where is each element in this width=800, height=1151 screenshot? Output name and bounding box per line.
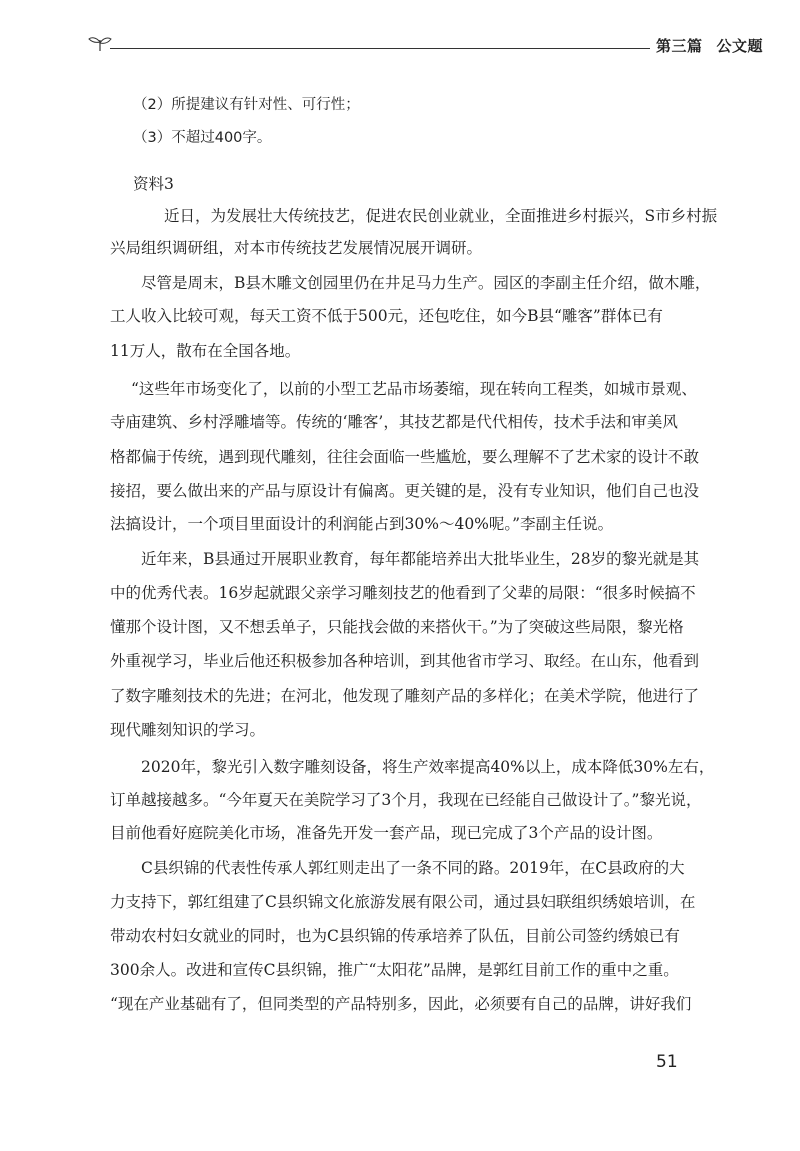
- header-rule: [110, 48, 650, 49]
- text-line: 法搞设计，一个项目里面设计的利润能占到30%～40%呢。”李副主任说。: [110, 515, 614, 533]
- running-header: [88, 30, 764, 60]
- header-label: [656, 35, 763, 56]
- text-line: 外重视学习，毕业后他还积极参加各种培训，到其他省市学习、取经。在山东，他看到: [110, 652, 700, 670]
- text-line: 格都偏于传统，遇到现代雕刻，往往会面临一些尴尬，要么理解不了艺术家的设计不敢: [110, 448, 700, 466]
- paragraph-intro: [133, 206, 717, 226]
- text-line: 尽管是周末，B县木雕文创园里仍在井足马力生产。园区的李副主任介绍，做木雕，: [141, 274, 711, 292]
- text-line: 近日，为发展壮大传统技艺，促进农民创业就业，全面推进乡村振兴，S市乡村振: [164, 207, 718, 225]
- text-line: 带动农村妇女就业的同时，也为C县织锦的传承培养了队伍，目前公司签约绣娘已有: [110, 927, 680, 945]
- text-line: 力支持下，郭红组建了C县织锦文化旅游发展有限公司，通过县妇联组织绣娘培训，在: [110, 893, 696, 911]
- text-line: 300余人。改进和宣传C县织锦，推广“太阳花”品牌，是郭红目前工作的重中之重。: [110, 961, 679, 979]
- requirement-item: （2）所提建议有针对性、可行性；: [133, 97, 360, 113]
- text-line: 订单越接越多。“今年夏天在美院学习了3个月，我现在已经能自己做设计了。”黎光说，: [110, 791, 702, 809]
- text-line: 工人收入比较可观，每天工资不低于500元，还包吃住，如今B县“雕客”群体已有: [110, 307, 663, 325]
- text-line: “这些年市场变化了，以前的小型工艺品市场萎缩，现在转向工程类，如城市景观、: [131, 380, 697, 398]
- header-section: 公文题: [716, 37, 764, 55]
- text-line: “现在产业基础有了，但同类型的产品特别多，因此，必须要有自己的品牌，讲好我们: [110, 995, 692, 1013]
- text-line: 兴局组织调研组，对本市传统技艺发展情况展开调研。: [110, 239, 483, 257]
- text-line: 接招，要么做出来的产品与原设计有偏离。更关键的是，没有专业知识，他们自己也没: [110, 482, 700, 500]
- text-line: 中的优秀代表。16岁起就跟父亲学习雕刻技艺的他看到了父辈的局限：“很多时候搞不: [110, 584, 696, 602]
- sprout-icon: [88, 34, 112, 52]
- text-line: C县织锦的代表性传承人郭红则走出了一条不同的路。2019年，在C县政府的大: [141, 859, 685, 877]
- text-line: 懂那个设计图，又不想丢单子，只能找会做的来搭伙干。”为了突破这些局限，黎光格: [110, 618, 684, 636]
- requirement-item: （3）不超过400字。: [133, 130, 272, 146]
- text-line: 现代雕刻知识的学习。: [110, 721, 266, 739]
- page-number: 51: [656, 1052, 678, 1072]
- text-line: 11万人，散布在全国各地。: [110, 342, 301, 360]
- header-part: 第三篇: [656, 37, 703, 55]
- material-title: 资料3: [133, 175, 174, 193]
- text-line: 2020年，黎光引入数字雕刻设备，将生产效率提高40%以上，成本降低30%左右，: [141, 758, 715, 776]
- text-line: 近年来，B县通过开展职业教育，每年都能培养出大批毕业生，28岁的黎光就是其: [141, 550, 700, 568]
- text-line: 目前他看好庭院美化市场，准备先开发一套产品，现已完成了3个产品的设计图。: [110, 824, 663, 842]
- text-line: 了数字雕刻技术的先进；在河北，他发现了雕刻产品的多样化；在美术学院，他进行了: [110, 687, 700, 705]
- text-line: 寺庙建筑、乡村浮雕墙等。传统的‘雕客’，其技艺都是代代相传，技术手法和审美风: [110, 413, 678, 431]
